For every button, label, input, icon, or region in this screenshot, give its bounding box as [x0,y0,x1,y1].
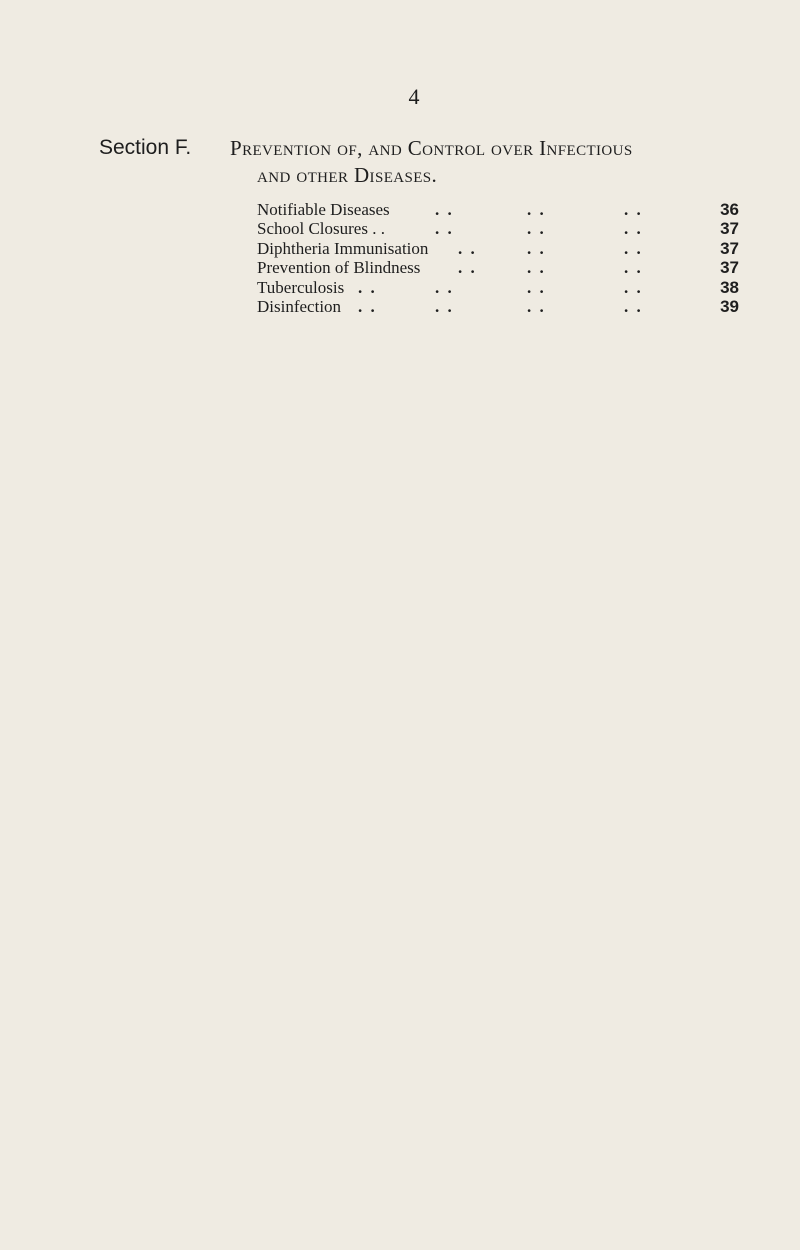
entry-page-number: 37 [720,219,739,239]
dot-leader: . . [624,200,643,219]
entry-page-number: 37 [720,258,739,278]
dot-leader: . . [527,277,546,297]
entry-title: Disinfection [257,296,342,316]
entry-title: Diphtheria Immunisation [257,238,429,258]
section-heading-line-2: and other Diseases. [257,163,438,187]
dot-leader: . . [624,219,643,239]
dot-leader: . . [435,296,454,316]
section-heading-line-1: Prevention of, and Control over Infectious [230,136,633,160]
dot-leader: . . [527,238,546,258]
contents-entry [257,200,739,219]
section-label: Section F. [99,136,192,159]
dot-leader: . . [435,219,454,239]
entry-page-number: 36 [720,200,739,219]
contents-list [257,200,739,316]
contents-entry [257,239,739,258]
dot-leader: . . [458,238,477,258]
contents-entry [257,278,739,297]
entry-title: Notifiable Diseases [257,200,390,219]
contents-entry [257,297,739,316]
page-number: 4 [408,84,420,109]
entry-title: Prevention of Blindness [257,258,421,278]
dot-leader: . . [458,258,477,278]
contents-entry [257,219,739,238]
dot-leader: . . [358,277,377,297]
dot-leader: . . [624,277,643,297]
contents-entry [257,258,739,277]
dot-leader: . . [624,238,643,258]
entry-title: Tuberculosis [257,277,345,297]
dot-leader: . . [435,200,454,219]
dot-leader: . . [435,277,454,297]
entry-page-number: 39 [720,296,739,316]
dot-leader: . . [527,296,546,316]
entry-title: School Closures . . [257,219,385,239]
entry-page-number: 38 [720,277,739,297]
dot-leader: . . [624,258,643,278]
dot-leader: . . [527,258,546,278]
dot-leader: . . [624,296,643,316]
entry-page-number: 37 [720,238,739,258]
dot-leader: . . [527,219,546,239]
dot-leader: . . [527,200,546,219]
dot-leader: . . [358,296,377,316]
